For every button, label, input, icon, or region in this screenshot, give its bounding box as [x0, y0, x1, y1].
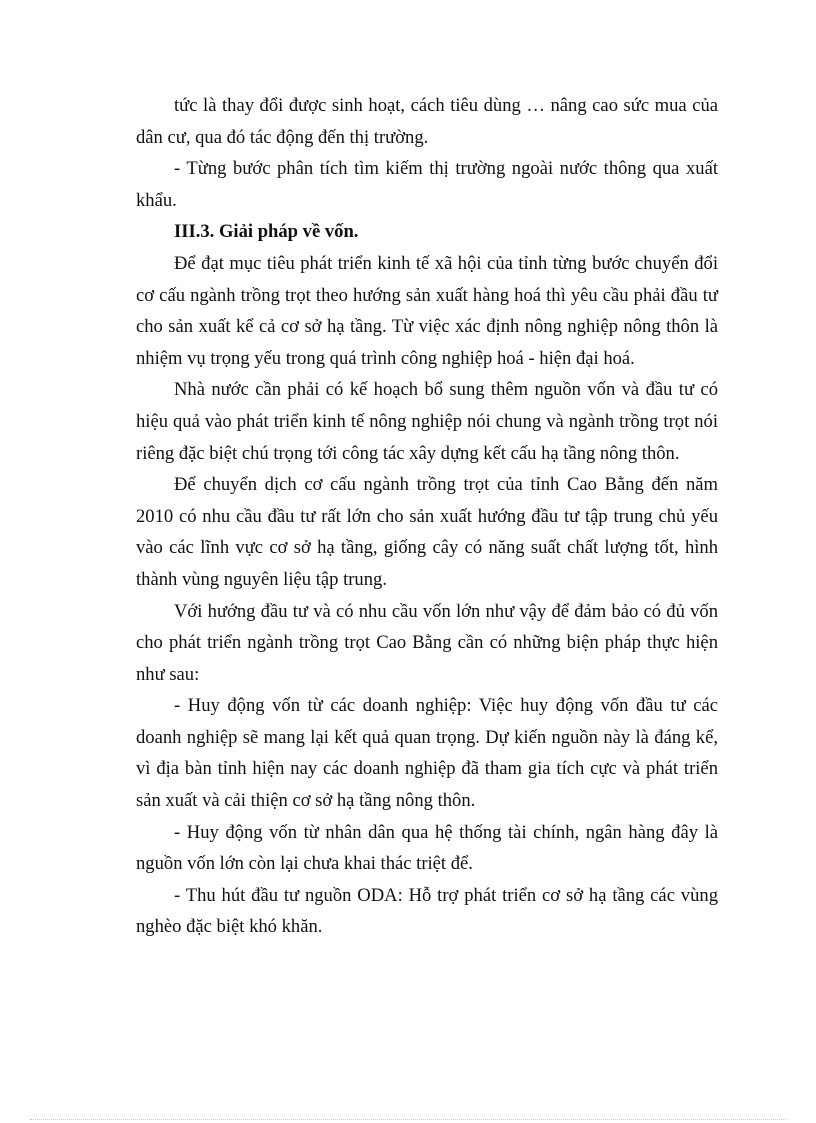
paragraph-bullet-oda: - Thu hút đầu tư nguồn ODA: Hỗ trợ phát triển cơ sở hạ tầng các vùng nghèo đặc biệt khó khăn.: [136, 884, 718, 938]
paragraph-measures-intro: Với hướng đầu tư và có nhu cầu vốn lớn như vậy để đảm bảo có đủ vốn cho phát triển ngành trồng trọt Cao Bằng cần có những biện pháp thực hiện như sau:: [136, 600, 718, 685]
paragraph-continuation: tức là thay đổi được sinh hoạt, cách tiêu dùng … nâng cao sức mua của dân cư, qua đó tác động đến thị trường.: [136, 95, 718, 148]
paragraph-state-plan: Nhà nước cần phải có kế hoạch bổ sung thêm nguồn vốn và đầu tư có hiệu quả vào phát triển kinh tế nông nghiệp nói chung và ngành trồng trọt nói riêng đặc biệt chú trọng tới công tác xây dựng kết cấu hạ tầng nông thôn.: [136, 379, 718, 464]
paragraph-bullet-people: - Huy động vốn từ nhân dân qua hệ thống tài chính, ngân hàng đây là nguồn vốn lớn còn lại chưa khai thác triệt để.: [136, 821, 718, 875]
page-bottom-divider: [30, 1119, 786, 1120]
paragraph-bullet-enterprises: - Huy động vốn từ các doanh nghiệp: Việc huy động vốn đầu tư các doanh nghiệp sẽ mang lại kết quả quan trọng. Dự kiến nguồn này là đáng kể, vì địa bàn tỉnh hiện nay các doanh nghiệp đã tham gia tích cực và phát triển sản xuất và cải thiện cơ sở hạ tầng nông thôn.: [136, 695, 718, 812]
document-body: [136, 90, 718, 943]
section-heading: III.3. Giải pháp về vốn.: [174, 221, 359, 243]
paragraph-investment-need: Để chuyển dịch cơ cấu ngành trồng trọt của tỉnh Cao Bằng đến năm 2010 có nhu cầu đầu tư rất lớn cho sản xuất hướng đầu tư tập trung chủ yếu vào các lĩnh vực cơ sở hạ tầng, giống cây có năng suất chất lượng tốt, hình thành vùng nguyên liệu tập trung.: [136, 474, 718, 590]
paragraph-objective: Để đạt mục tiêu phát triển kinh tế xã hội của tỉnh từng bước chuyển đổi cơ cấu ngành trồng trọt theo hướng sản xuất hàng hoá thì yêu cầu phải đầu tư cho sản xuất kể cả cơ sở hạ tầng. Từ việc xác định nông nghiệp nông thôn là nhiệm vụ trọng yếu trong quá trình công nghiệp hoá - hiện đại hoá.: [136, 252, 718, 369]
paragraph-bullet-export: - Từng bước phân tích tìm kiếm thị trường ngoài nước thông qua xuất khẩu.: [136, 158, 718, 211]
